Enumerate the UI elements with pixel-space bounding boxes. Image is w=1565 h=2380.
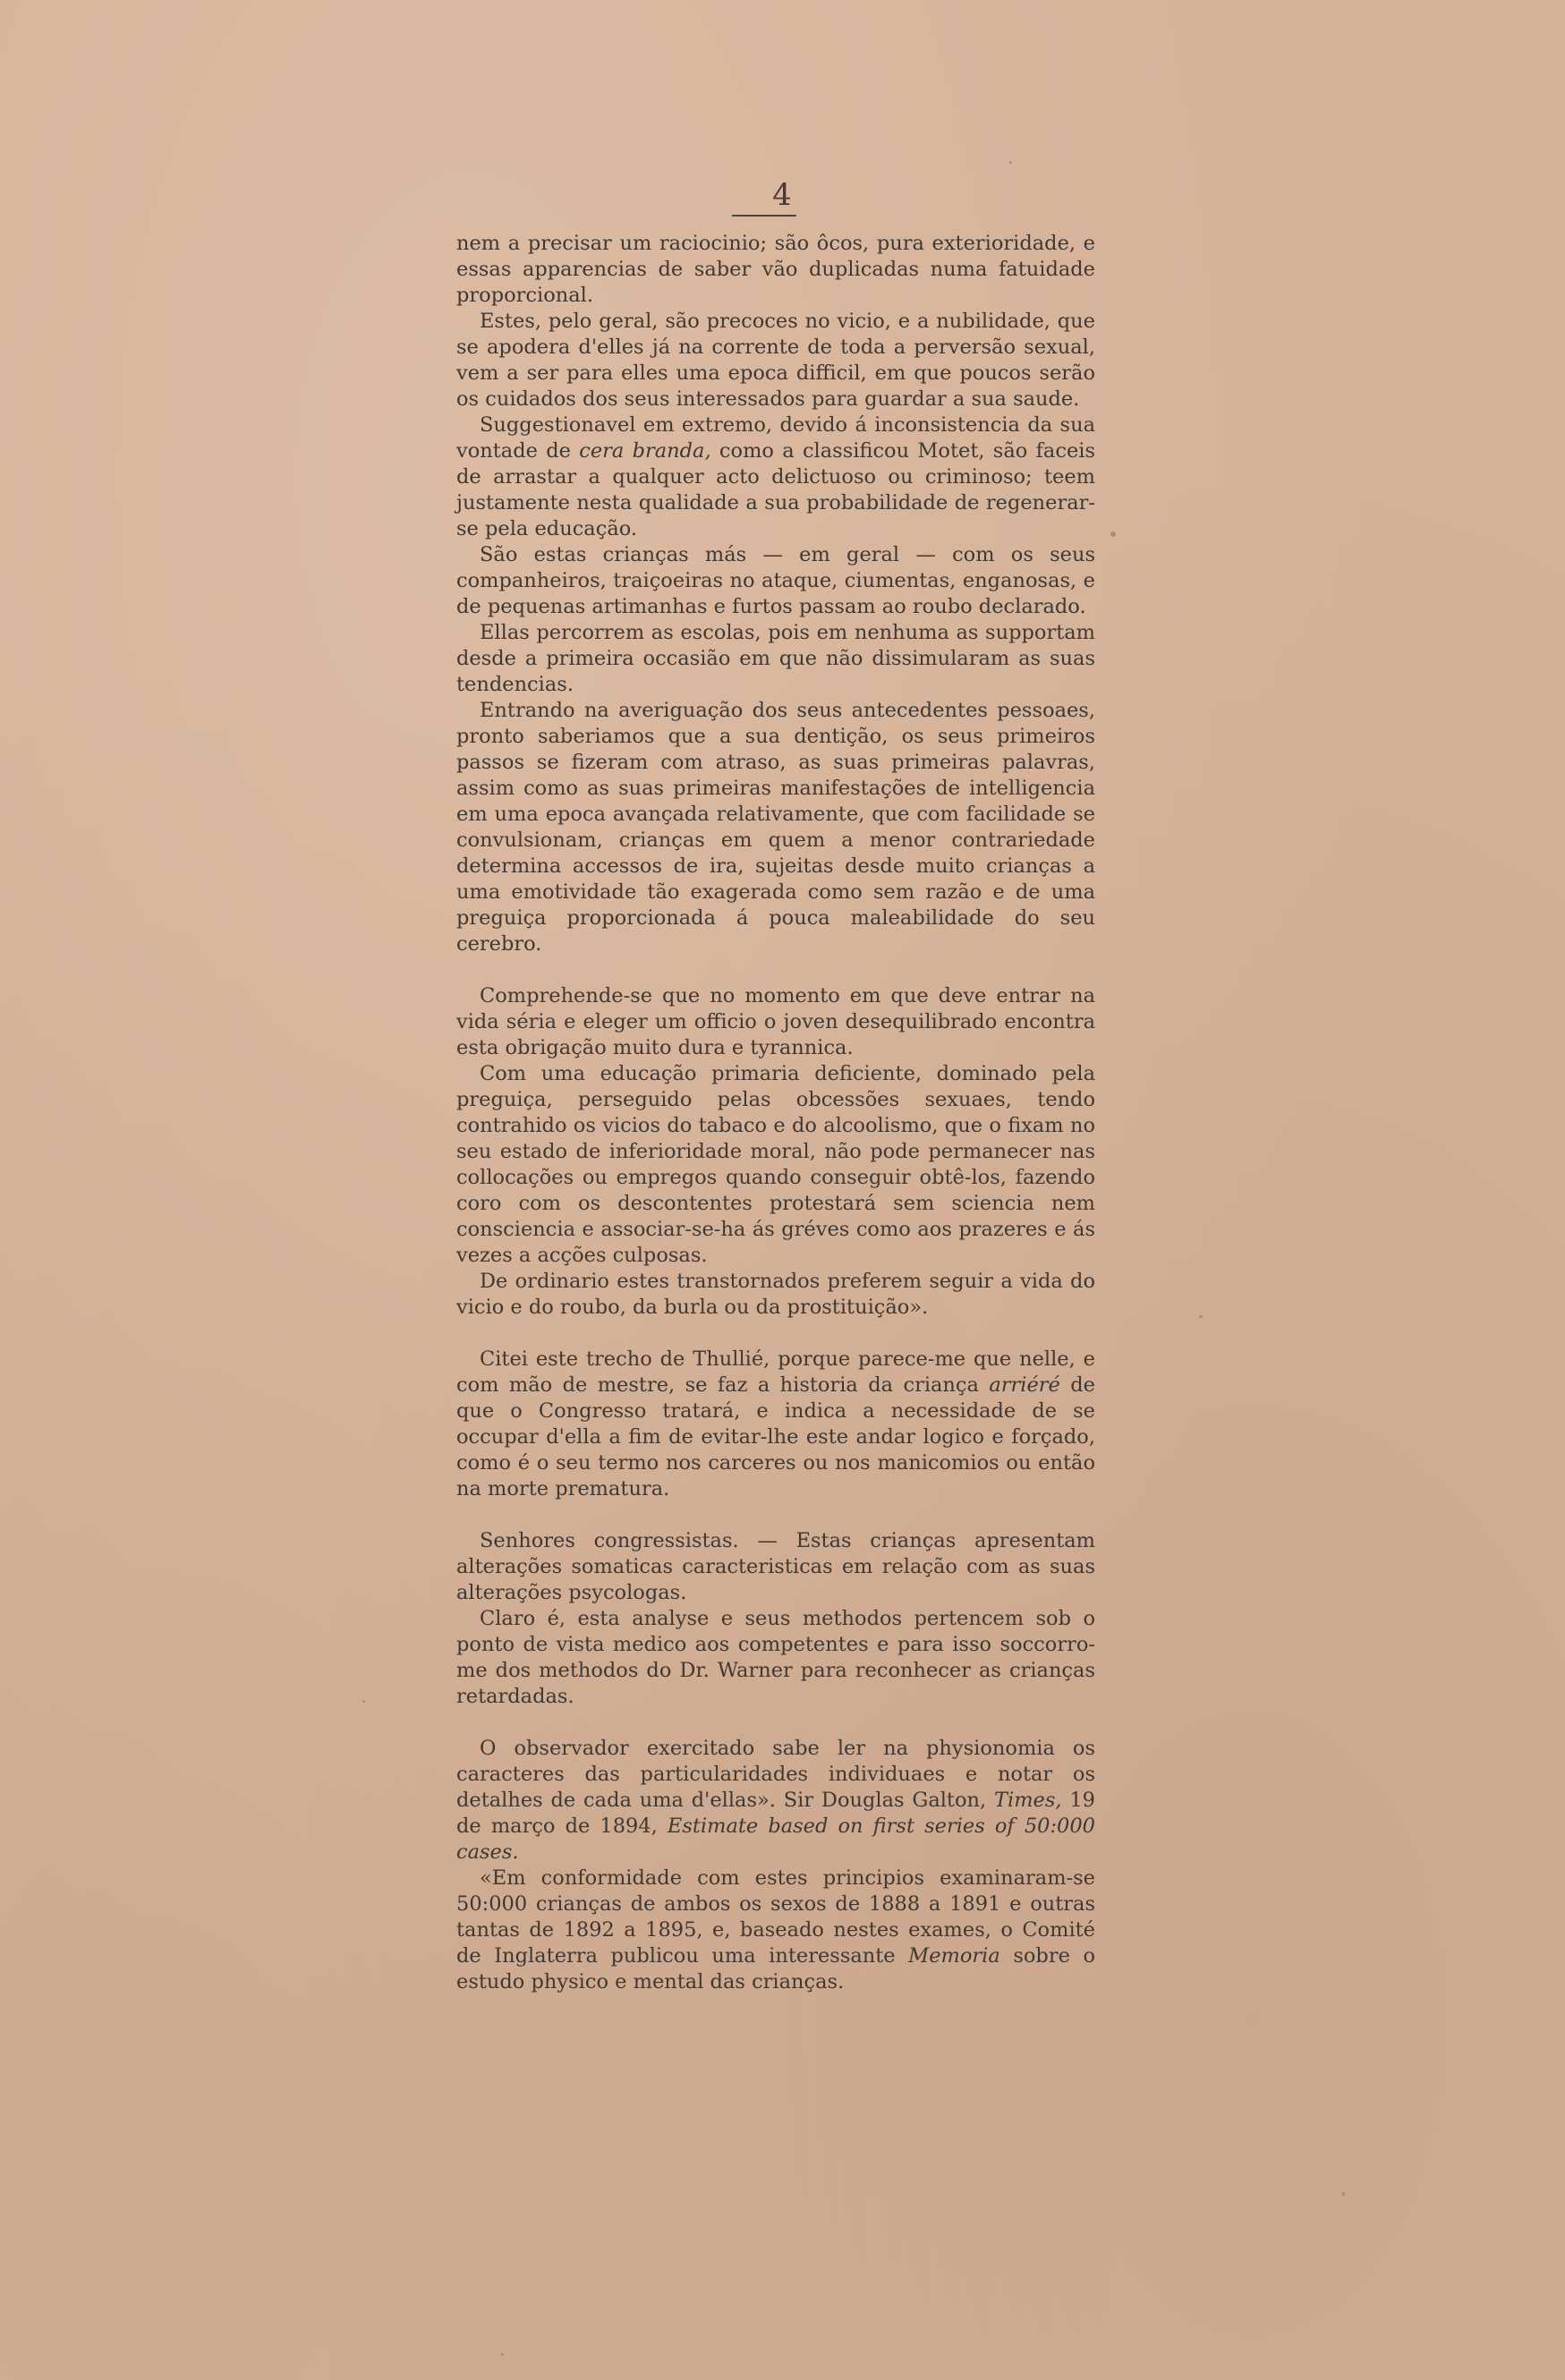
italic-text: Memoria bbox=[908, 1944, 1000, 1968]
text-run: Citei este trecho de Thullié, porque parece-me que nelle, e com mão de mestre, se faz a historia da criança bbox=[456, 1347, 1095, 1397]
text-run: O observador exercitado sabe ler na physionomia os caracteres das particularidades individuaes e notar os detalhes de cada uma d'ellas». Sir Douglas Galton, bbox=[456, 1737, 1095, 1812]
text-run: Ellas percorrem as escolas, pois em nenhuma as supportam desde a primeira occasião em que não dissimularam as suas tendencias. bbox=[456, 621, 1095, 696]
text-run: 19 de março de 1894, bbox=[456, 1789, 1095, 1838]
paragraph-p2 bbox=[456, 309, 1095, 412]
paragraph-p6 bbox=[456, 698, 1095, 957]
text-run: São estas crianças más — em geral — com os seus companheiros, traiçoeiras no ataque, ciumentas, enganosas, e de pequenas artimanhas e furtos passam ao roubo declarado. bbox=[456, 543, 1095, 618]
italic-text: arriéré bbox=[989, 1373, 1060, 1397]
text-run: de que o Congresso tratará, e indica a necessidade de se occupar d'ella a fim de evitar-lhe este andar logico e forçado, como é o seu termo nos carceres ou nos manicomios ou então na morte prematura. bbox=[456, 1373, 1095, 1500]
italic-text: cera branda, bbox=[579, 439, 711, 463]
paragraph-p1 bbox=[456, 231, 1095, 309]
text-run: Com uma educação primaria deficiente, dominado pela preguiça, perseguido pelas obcessões sexuaes, tendo contrahido os vicios do tabaco e do alcoolismo, que o fixam no seu estado de inferioridade moral, não pode permanecer nas collocações ou empregos quando conseguir obtê-los, fazendo coro com os descontentes protestará sem sciencia nem consciencia e associar-se-ha ás gréves como aos prazeres e ás vezes a acções culposas. bbox=[456, 1062, 1095, 1267]
text-run: nem a precisar um raciocinio; são ôcos, pura exterioridade, e essas apparencias de saber vão duplicadas numa fatuidade proporcional. bbox=[456, 232, 1095, 307]
text-run: Entrando na averiguação dos seus antecedentes pessoaes, pronto saberiamos que a sua dentição, os seus primeiros passos se fizeram com atraso, as suas primeiras palavras, assim como as suas primeiras manifestações de intelligencia em uma epoca avançada relativamente, que com facilidade se convulsionam, crianças em quem a menor contrariedade determina accessos de ira, sujeitas desde muito crianças a uma emotividade tão exagerada como sem razão e de uma preguiça proporcionada á pouca maleabilidade do seu cerebro. bbox=[456, 699, 1095, 956]
text-run: sobre o estudo physico e mental das crianças. bbox=[456, 1944, 1095, 1993]
text-run: Senhores congressistas. — Estas crianças apresentam alterações somaticas caracteristicas em relação com as suas alterações psycologas. bbox=[456, 1529, 1095, 1604]
text-run: como a classificou Motet, são faceis de arrastar a qualquer acto delictuoso ou criminoso; teem justamente nesta qualidade a sua probabilidade de regenerar-se pela educação. bbox=[456, 439, 1095, 540]
paper-speck bbox=[501, 2353, 504, 2356]
paper-speck bbox=[362, 1700, 365, 1703]
paragraph-p13 bbox=[456, 1736, 1095, 1866]
paragraph-p7 bbox=[456, 983, 1095, 1061]
paragraph-p14 bbox=[456, 1866, 1095, 1995]
paper-speck bbox=[1009, 161, 1012, 164]
page-number: 4 bbox=[772, 177, 793, 213]
page-number-rule bbox=[732, 215, 796, 217]
paragraph-p5 bbox=[456, 620, 1095, 698]
paragraph-p12 bbox=[456, 1606, 1095, 1710]
paragraph-p3 bbox=[456, 412, 1095, 542]
italic-text: Estimate based on first series of 50:000 cases. bbox=[456, 1815, 1095, 1864]
text-run: De ordinario estes transtornados preferem seguir a vida do vicio e do roubo, da burla ou da prostituição». bbox=[456, 1270, 1095, 1319]
body-text bbox=[456, 231, 1095, 1995]
text-run: Estes, pelo geral, são precoces no vicio, e a nubilidade, que se apodera d'elles já na corrente de toda a perversão sexual, vem a ser para elles uma epoca difficil, em que poucos serão os cuidados dos seus interessados para guardar a sua saude. bbox=[456, 310, 1095, 411]
paper-speck bbox=[1199, 1315, 1203, 1318]
text-run: Suggestionavel em extremo, devido á inconsistencia da sua vontade de bbox=[456, 413, 1095, 463]
paper-speck bbox=[1342, 2192, 1345, 2196]
paragraph-p9 bbox=[456, 1269, 1095, 1321]
paragraph-p8 bbox=[456, 1061, 1095, 1269]
text-run: Comprehende-se que no momento em que deve entrar na vida séria e eleger um officio o joven desequilibrado encontra esta obrigação muito dura e tyrannica. bbox=[456, 984, 1095, 1059]
text-run: «Em conformidade com estes principios examinaram-se 50:000 crianças de ambos os sexos de 1888 a 1891 e outras tantas de 1892 a 1895, e, baseado nestes exames, o Comité de Inglaterra publicou uma interessante bbox=[456, 1866, 1095, 1968]
paper-speck bbox=[1110, 531, 1116, 537]
italic-text: Times, bbox=[993, 1789, 1062, 1812]
paragraph-p4 bbox=[456, 542, 1095, 620]
paragraph-p10 bbox=[456, 1347, 1095, 1502]
paragraph-p11 bbox=[456, 1528, 1095, 1606]
text-run: Claro é, esta analyse e seus methodos pertencem sob o ponto de vista medico aos competentes e para isso soccorro-me dos methodos do Dr. Warner para reconhecer as crianças retardadas. bbox=[456, 1607, 1095, 1708]
